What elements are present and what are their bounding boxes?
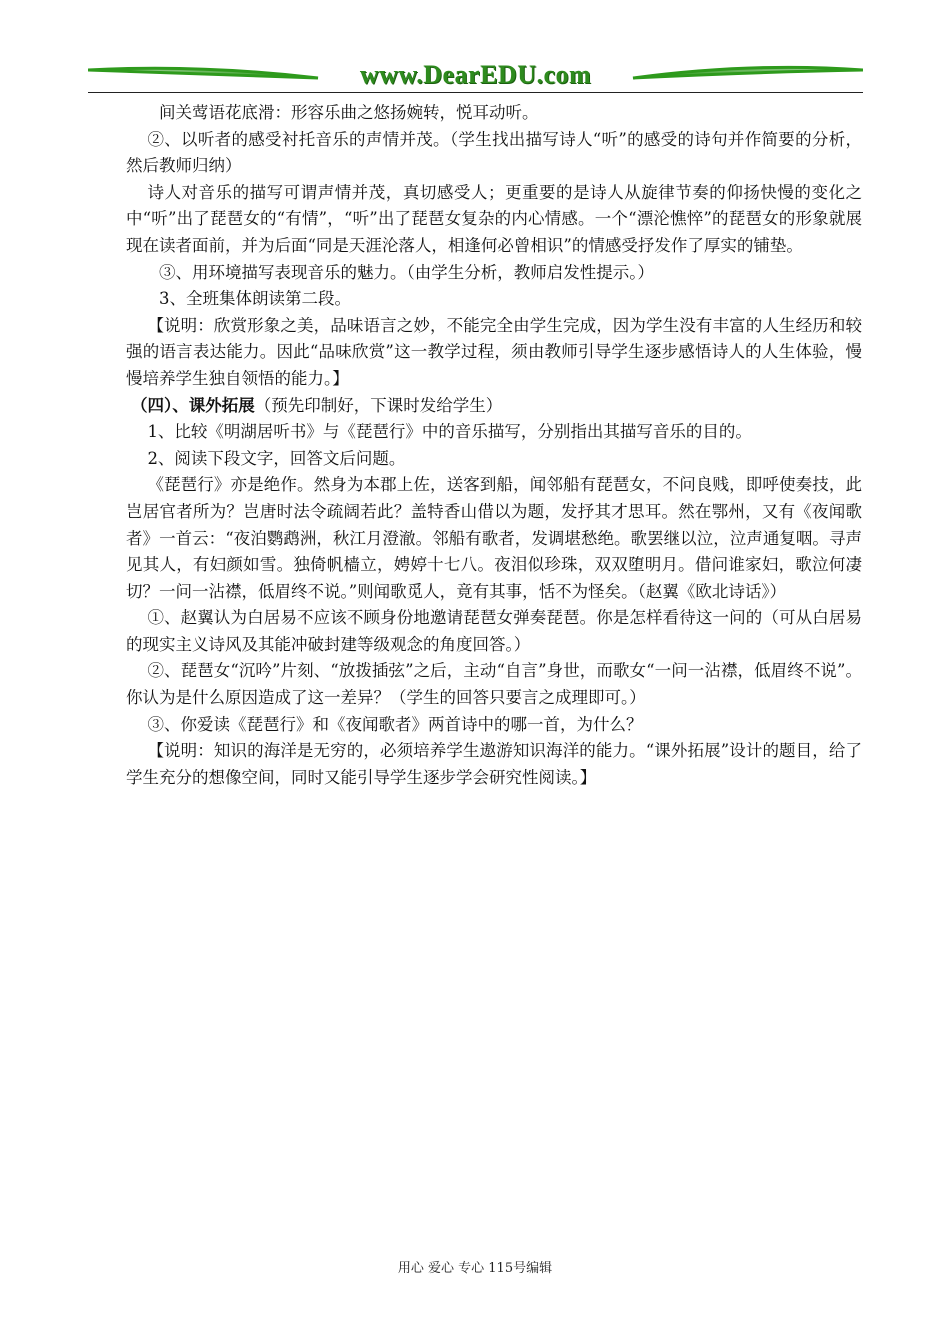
paragraph: ②、以听者的感受衬托音乐的声情并茂。（学生找出描写诗人“听”的感受的诗句并作简要的分析，然后教师归纳） <box>126 129 862 176</box>
paragraph: 诗人对音乐的描写可谓声情并茂，真切感受人；更重要的是诗人从旋律节奏的仰扬快慢的变化之中“听”出了琵琶女的“有情”，“听”出了琵琶女复杂的内心情感。一个“漂沦憔悴”的琵琶女的形象就展现在读者面前，并为后面“同是天涯沦落人，相逢何必曾相识”的情感受抒发作了厚实的铺垫。 <box>126 182 862 255</box>
note-paragraph: 【说明：欣赏形象之美，品味语言之妙，不能完全由学生完成，因为学生没有丰富的人生经历和较强的语言表达能力。因此“品味欣赏”这一教学过程，须由教师引导学生逐步感悟诗人的人生体验，慢慢培养学生独自领悟的能力。】 <box>126 315 862 388</box>
quoted-passage: 《琵琶行》亦是绝作。然身为本郡上佐，送客到船，闻邻船有琵琶女，不问良贱，即呼使奏技，此岂居官者所为？岂唐时法令疏阔若此？盖特香山借以为题，发抒其才思耳。然在鄂州，又有《夜闻歌者》一首云：“夜泊鹦鹉洲，秋江月澄澈。邻船有歌者，发调堪愁绝。歌罢继以泣，泣声通复咽。寻声见其人，有妇颜如雪。独倚帆樯立，娉婷十七八。夜泪似珍珠，双双堕明月。借问谁家妇，歌泣何凄切？一问一沾襟，低眉终不说。”则闻歌觅人，竟有其事，恬不为怪矣。（赵翼《欧北诗话》） <box>126 475 862 601</box>
paragraph: ③、用环境描写表现音乐的魅力。（由学生分析，教师启发性提示。） <box>159 262 654 282</box>
question: ②、琵琶女“沉吟”片刻、“放拨插弦”之后，主动“自言”身世，而歌女“一问一沾襟，低眉终不说”。你认为是什么原因造成了这一差异？（学生的回答只要言之成理即可。） <box>126 661 862 708</box>
page-header <box>88 52 863 100</box>
note-paragraph: 【说明：知识的海洋是无穷的，必须培养学生遨游知识海洋的能力。“课外拓展”设计的题目，给了学生充分的想像空间，同时又能引导学生逐步学会研究性阅读。】 <box>126 741 862 787</box>
section-heading: （四）、课外拓展 <box>130 395 255 415</box>
paragraph: 2、阅读下段文字，回答文后问题。 <box>147 448 406 468</box>
header-rule <box>88 92 863 93</box>
page-footer: 用心 爱心 专心 115号编辑 <box>397 1261 553 1276</box>
site-name: www.DearEDU.com <box>359 60 592 89</box>
document-body <box>126 100 862 791</box>
paragraph: 3、全班集体朗读第二段。 <box>159 289 351 309</box>
paragraph: 1、比较《明湖居听书》与《琵琶行》中的音乐描写，分别指出其描写音乐的目的。 <box>147 422 752 442</box>
paragraph: 间关莺语花底滑：形容乐曲之悠扬婉转，悦耳动听。 <box>159 103 539 122</box>
question: ③、你爱读《琵琶行》和《夜闻歌者》两首诗中的哪一首，为什么？ <box>147 714 643 734</box>
question: ①、赵翼认为白居易不应该不顾身份地邀请琵琶女弹奏琵琶。你是怎样看待这一问的（可从白居易的现实主义诗风及其能冲破封建等级观念的角度回答。） <box>126 608 862 654</box>
section-heading-line <box>126 393 862 420</box>
section-heading-note: （预先印制好，下课时发给学生） <box>254 395 503 415</box>
